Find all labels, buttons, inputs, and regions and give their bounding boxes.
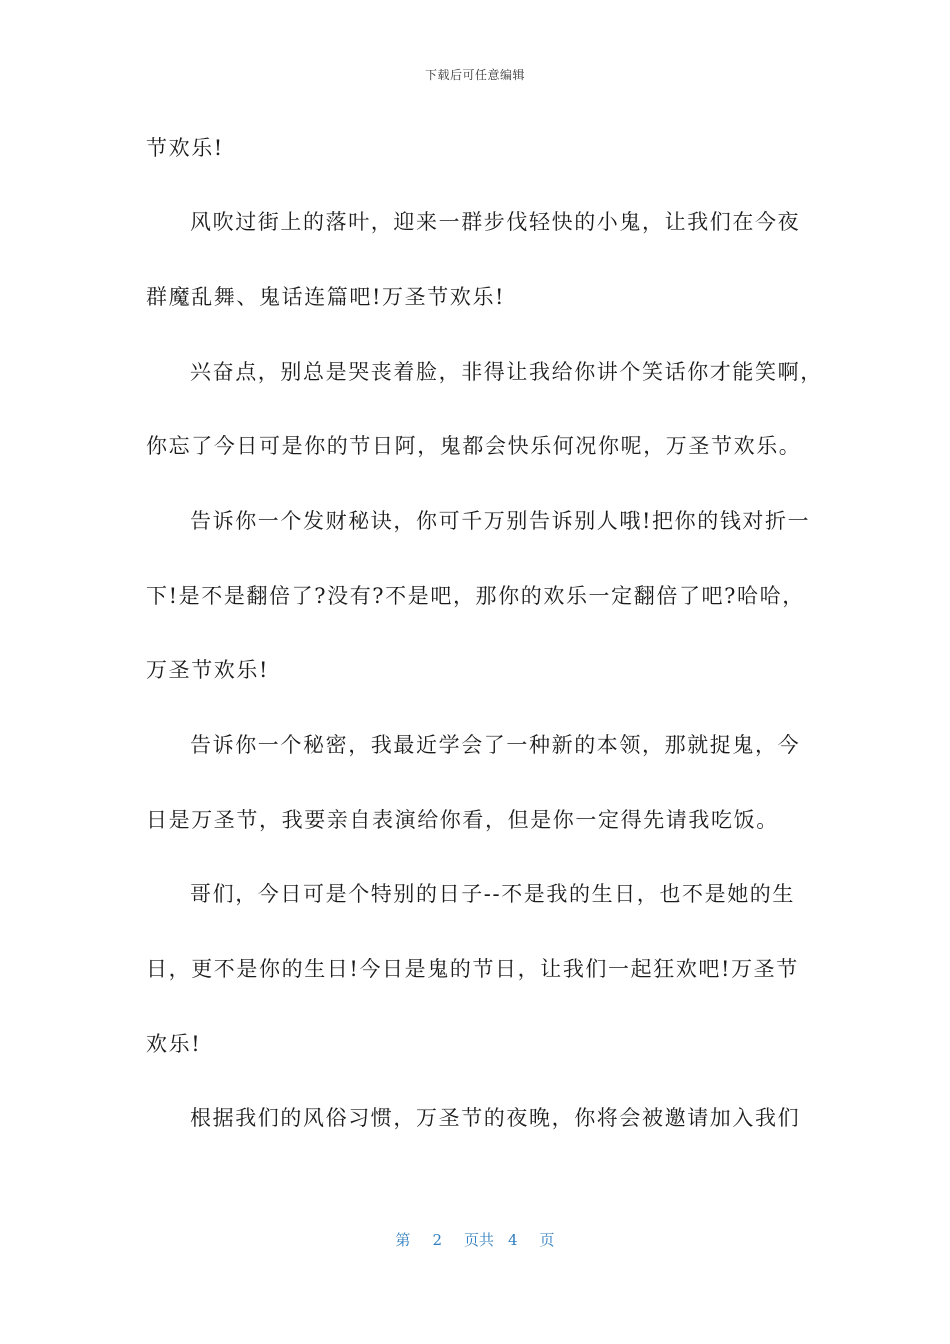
footer-middle: 页共 bbox=[463, 1231, 494, 1249]
total-page-number: 4 bbox=[508, 1231, 518, 1249]
current-page-number: 2 bbox=[432, 1231, 442, 1249]
paragraph-start: 告诉你一个秘密，我最近学会了一种新的本领，那就捉鬼，今 bbox=[190, 733, 801, 757]
text-line: 群魔乱舞、鬼话连篇吧!万圣节欢乐! bbox=[146, 285, 506, 309]
text-line: 日，更不是你的生日!今日是鬼的节日，让我们一起狂欢吧!万圣节 bbox=[146, 957, 799, 981]
text-line: 下!是不是翻倍了?没有?不是吧，那你的欢乐一定翻倍了吧?哈哈， bbox=[146, 584, 805, 608]
page-header-note: 下载后可任意编辑 bbox=[424, 68, 525, 82]
footer-suffix: 页 bbox=[539, 1231, 555, 1249]
paragraph-start: 兴奋点，别总是哭丧着脸，非得让我给你讲个笑话你才能笑啊， bbox=[190, 360, 823, 384]
text-line: 万圣节欢乐! bbox=[146, 658, 270, 682]
footer-prefix: 第 bbox=[395, 1231, 411, 1249]
paragraph-start: 告诉你一个发财秘诀，你可千万别告诉别人哦!把你的钱对折一 bbox=[190, 509, 811, 533]
paragraph-start: 根据我们的风俗习惯，万圣节的夜晚，你将会被邀请加入我们 bbox=[190, 1106, 801, 1130]
text-line: 欢乐! bbox=[146, 1032, 202, 1056]
paragraph-start: 风吹过街上的落叶，迎来一群步伐轻快的小鬼，让我们在今夜 bbox=[190, 210, 801, 234]
text-line: 你忘了今日可是你的节日阿，鬼都会快乐何况你呢，万圣节欢乐。 bbox=[146, 434, 802, 458]
page-footer bbox=[0, 1229, 950, 1250]
paragraph-start: 哥们，今日可是个特别的日子--不是我的生日，也不是她的生 bbox=[190, 882, 795, 906]
text-line: 日是万圣节，我要亲自表演给你看，但是你一定得先请我吃饭。 bbox=[146, 808, 779, 832]
text-line: 节欢乐! bbox=[146, 136, 224, 160]
